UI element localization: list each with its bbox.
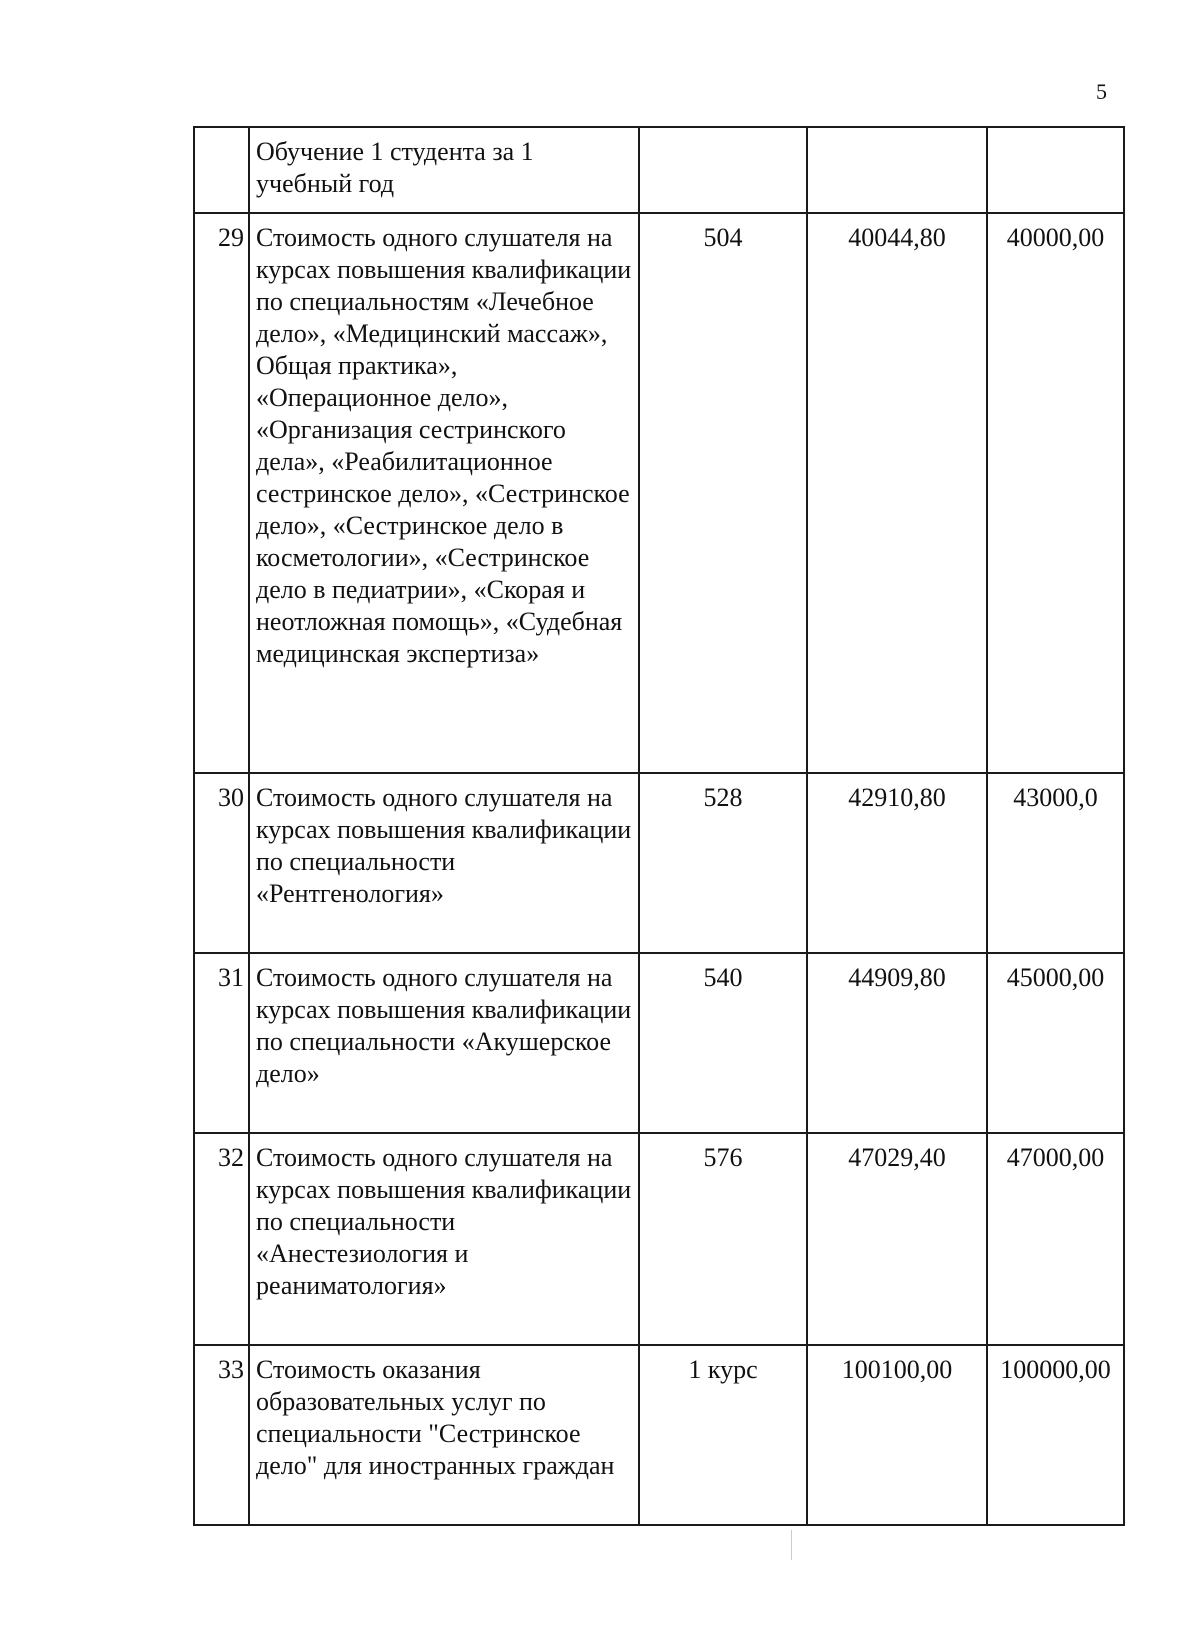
calculated-cost: 47029,40: [807, 1133, 987, 1345]
table-row: [194, 773, 1124, 953]
price-table: [193, 126, 1125, 1526]
service-description: Стоимость одного слушателя на курсах повышения квалификации по специальности «Акушерское дело»: [249, 953, 639, 1133]
service-description: Стоимость одного слушателя на курсах повышения квалификации по специальностям «Лечебное дело», «Медицинский массаж», Общая практика», «Операционное дело», «Организация сестринского дела», «Реабилитационное сестринское дело», «Сестринское дело», «Сестринское дело в косметологии», «Сестринское дело в педиатрии», «Скорая и неотложная помощь», «Судебная медицинская экспертиза»: [249, 213, 639, 773]
calculated-cost: 40044,80: [807, 213, 987, 773]
row-number: 31: [194, 953, 249, 1133]
hours-value: 504: [639, 213, 807, 773]
service-description: Стоимость одного слушателя на курсах повышения квалификации по специальности «Анестезиология и реаниматология»: [249, 1133, 639, 1345]
hours-value: 528: [639, 773, 807, 953]
table-row: [194, 127, 1124, 213]
service-description: Обучение 1 студента за 1 учебный год: [249, 127, 639, 213]
scan-artifact-line: [791, 1530, 792, 1560]
row-number: 29: [194, 213, 249, 773]
row-number: [194, 127, 249, 213]
row-number: 32: [194, 1133, 249, 1345]
hours-value: [639, 127, 807, 213]
service-description: Стоимость оказания образовательных услуг по специальности "Сестринское дело" для иностранных граждан: [249, 1345, 639, 1525]
calculated-cost: 100100,00: [807, 1345, 987, 1525]
table-row: [194, 213, 1124, 773]
row-number: 33: [194, 1345, 249, 1525]
price-value: 100000,00: [987, 1345, 1124, 1525]
price-value: [987, 127, 1124, 213]
table-row: [194, 1133, 1124, 1345]
calculated-cost: 44909,80: [807, 953, 987, 1133]
price-value: 45000,00: [987, 953, 1124, 1133]
service-description: Стоимость одного слушателя на курсах повышения квалификации по специальности «Рентгенология»: [249, 773, 639, 953]
hours-value: 540: [639, 953, 807, 1133]
calculated-cost: 42910,80: [807, 773, 987, 953]
price-value: 47000,00: [987, 1133, 1124, 1345]
row-number: 30: [194, 773, 249, 953]
table-row: [194, 1345, 1124, 1525]
calculated-cost: [807, 127, 987, 213]
price-value: 40000,00: [987, 213, 1124, 773]
hours-value: 1 курс: [639, 1345, 807, 1525]
hours-value: 576: [639, 1133, 807, 1345]
price-value: 43000,0: [987, 773, 1124, 953]
page-number: 5: [1096, 79, 1107, 104]
table-row: [194, 953, 1124, 1133]
